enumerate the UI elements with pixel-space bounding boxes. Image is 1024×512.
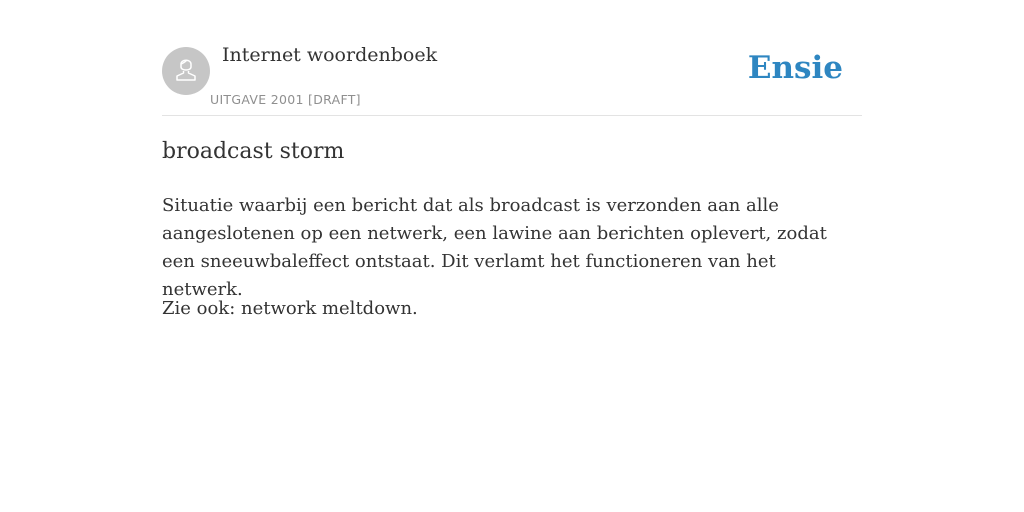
entry-definition: Situatie waarbij een bericht dat als broadcast is verzonden aan alle aangeslotenen op een netwerk, een lawine aan berichten oplevert, zodat een sneeuwbaleffect ontstaat. Dit verlamt het functioneren van het netwerk.	[162, 195, 827, 300]
see-also: Zie ook: network meltdown.	[162, 298, 418, 319]
avatar[interactable]	[162, 47, 210, 95]
book-title[interactable]: Internet woordenboek	[222, 44, 438, 66]
user-icon	[171, 54, 201, 89]
edition-label: UITGAVE 2001 [DRAFT]	[210, 92, 361, 107]
header	[162, 40, 862, 116]
entry-term: broadcast storm	[162, 139, 345, 164]
ensie-logo[interactable]: Ensie	[747, 50, 843, 86]
